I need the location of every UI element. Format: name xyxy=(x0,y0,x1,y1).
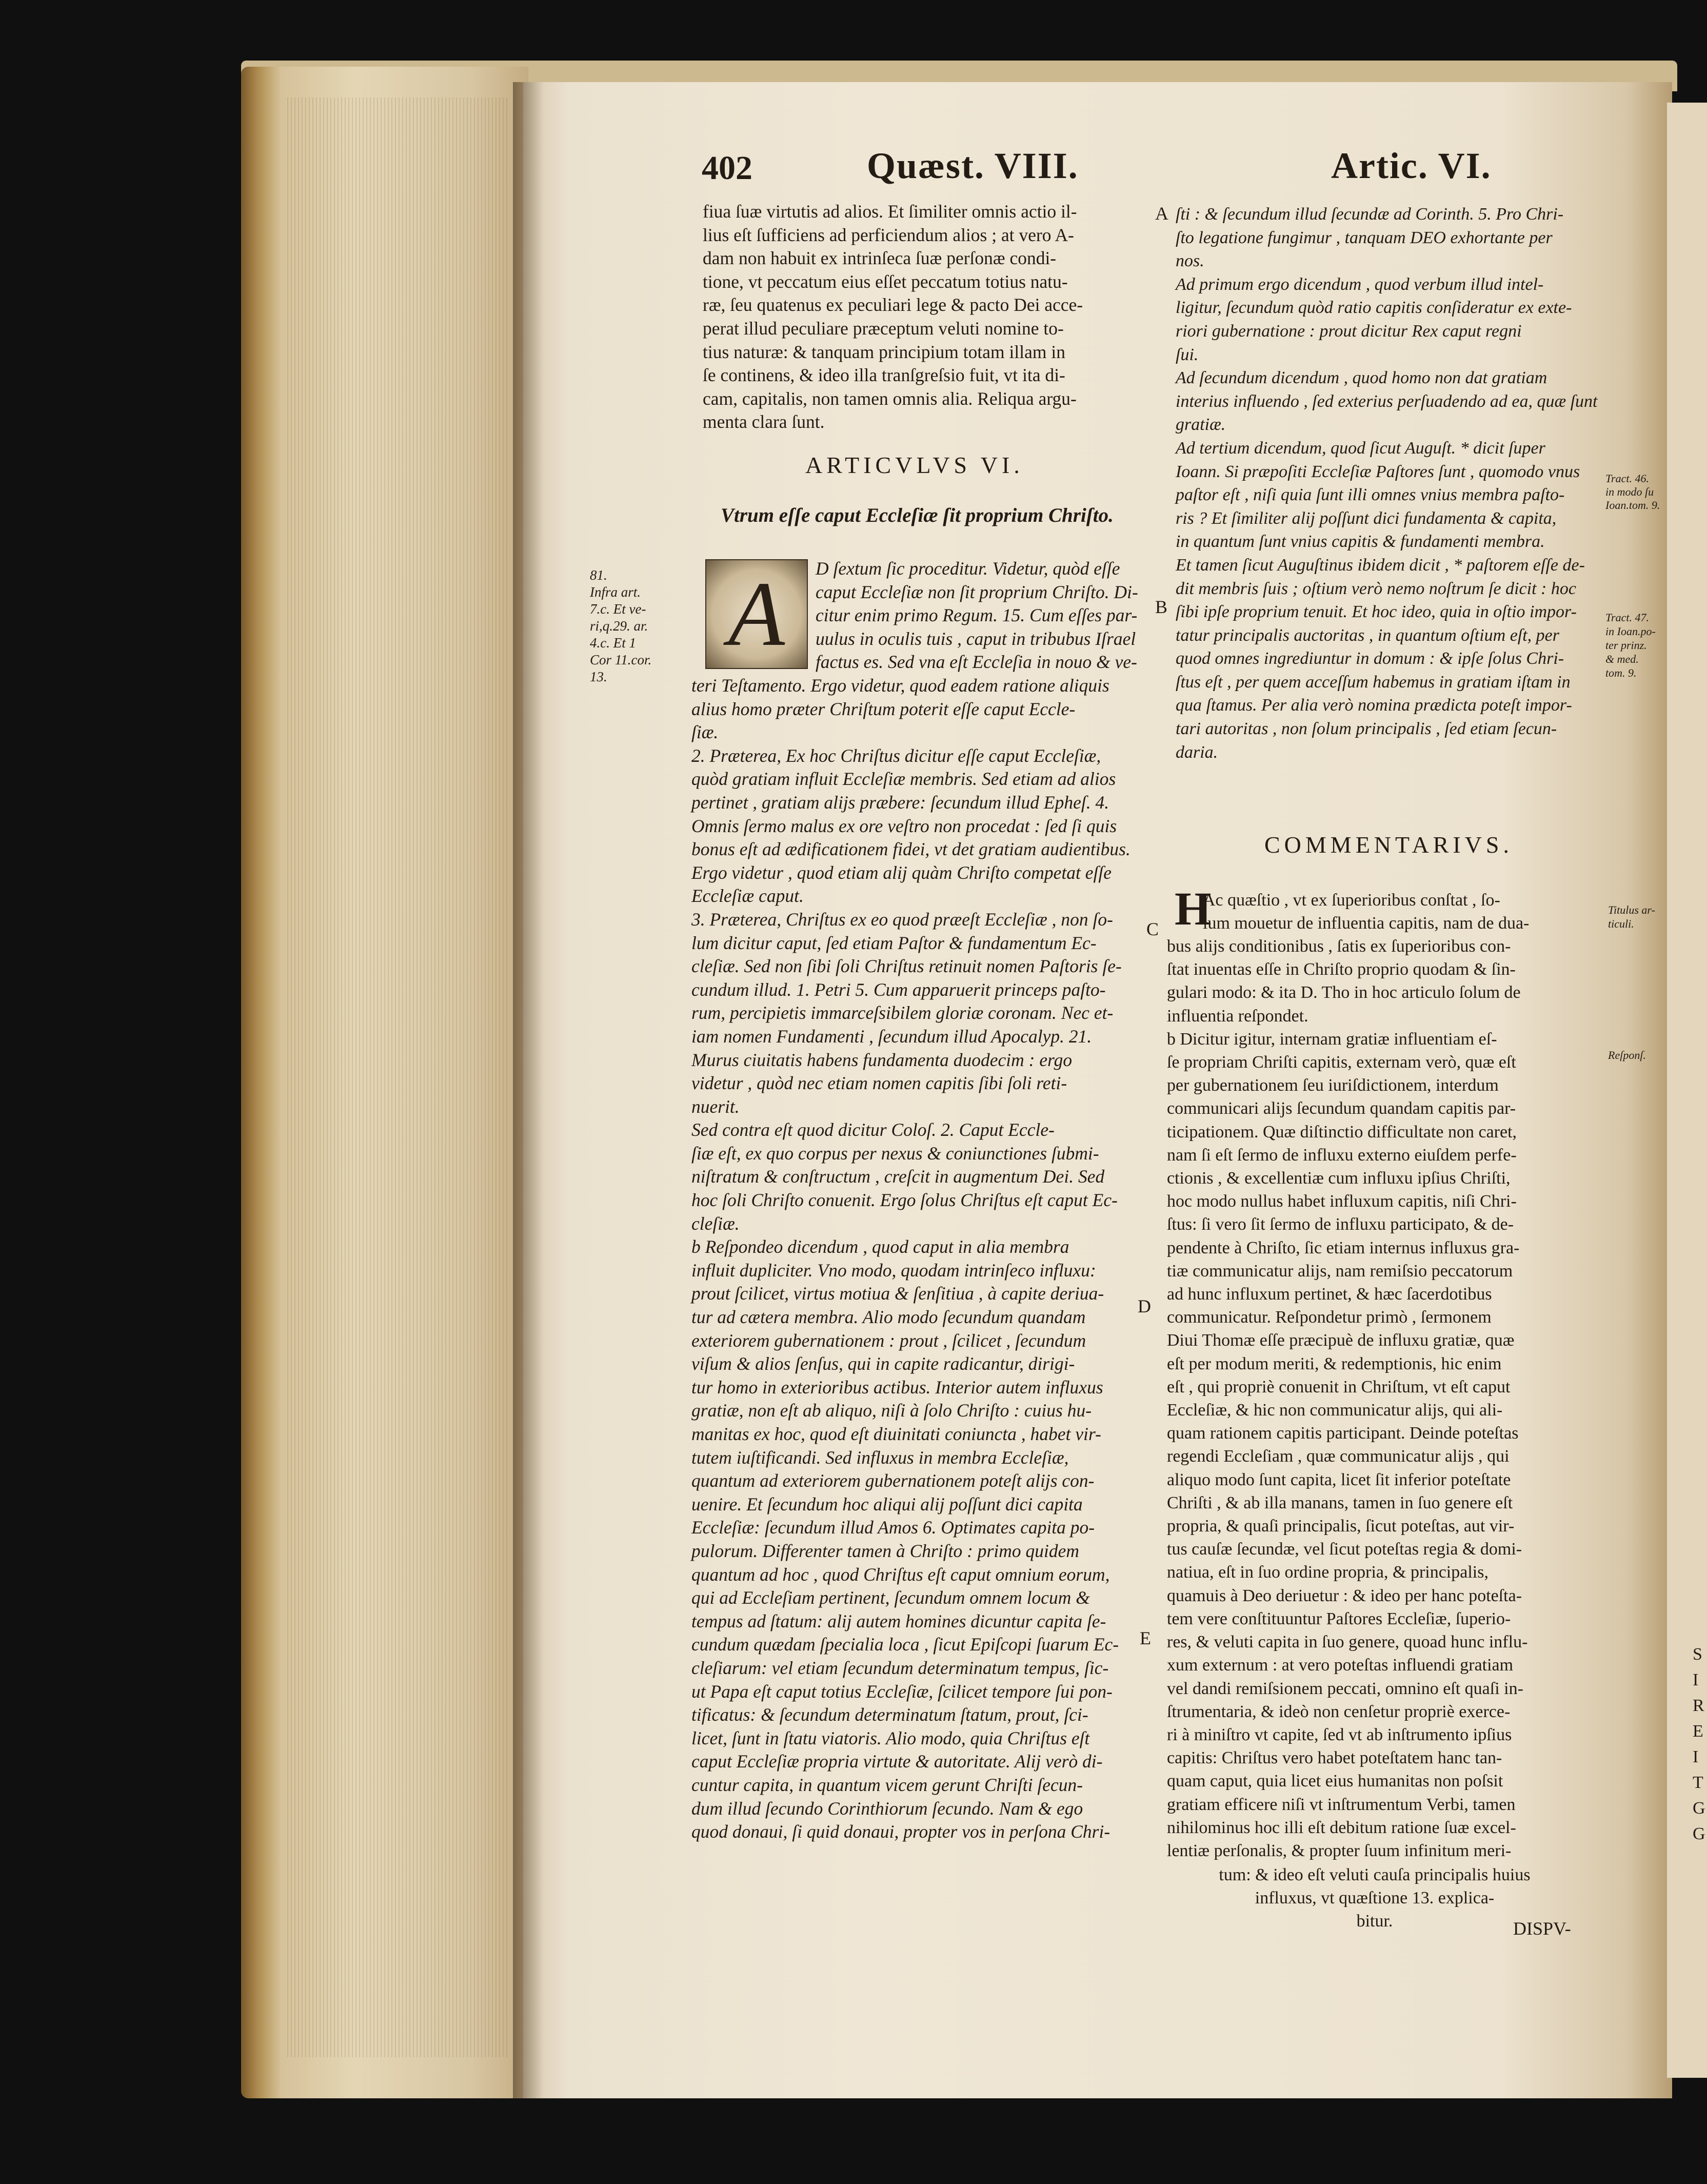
text-line: Chriſti , & ab illa manans, tamen in ſuo genere eſt xyxy=(1167,1493,1513,1512)
text-line: Sed contra eſt quod dicitur Coloſ. 2. Caput Eccle- xyxy=(691,1119,1055,1140)
note-line: Cor 11.cor. xyxy=(590,652,652,667)
left-continuation xyxy=(703,200,1083,434)
running-head-question: Quæst. VIII. xyxy=(867,145,1079,186)
text-line: fiua ſuæ virtutis ad alios. Et ſimiliter omnis actio il- xyxy=(703,201,1077,222)
text-line: nos. xyxy=(1176,251,1204,271)
text-line: ſe propriam Chriſti capitis, externam verò, quæ eſt xyxy=(1167,1053,1516,1072)
page-number: 402 xyxy=(702,149,752,187)
text-line: 2. Præterea, Ex hoc Chriſtus dicitur eſſe caput Eccleſiæ, xyxy=(691,745,1101,766)
text-line: D ſextum ſic proceditur. Videtur, quòd eſſe xyxy=(816,558,1120,579)
text-line: ſe continens, & ideo illa tranſgreſsio fuit, vt ita di- xyxy=(703,365,1065,386)
text-line: ctionis , & excellentiæ cum influxu ipſius Chriſti, xyxy=(1167,1169,1511,1188)
text-line: uenire. Et ſecundum hoc aliqui alij poſſunt dici capita xyxy=(691,1493,1083,1514)
text-line: tur ad cætera membra. Alio modo ſecundum quandam xyxy=(691,1307,1086,1328)
edge-letter: I xyxy=(1693,1670,1699,1689)
commentary-first-lines xyxy=(1203,889,1529,935)
note-line: in modo ſu xyxy=(1605,485,1654,498)
text-line: ſiæ eſt, ex quo corpus per nexus & coniunctiones ſubmi- xyxy=(691,1143,1099,1164)
text-line: influxus, vt quæſtione 13. explica- xyxy=(1255,1888,1495,1907)
text-line: ræ, ſeu quatenus ex peculiari lege & pacto Dei acce- xyxy=(703,294,1083,316)
gutter-shadow xyxy=(513,82,544,2098)
note-line: ri,q.29. ar. xyxy=(590,618,648,634)
note-line: 7.c. Et ve- xyxy=(590,601,646,617)
text-line: Ioann. Si præpoſiti Eccleſiæ Paſtores ſunt , quomodo vnus xyxy=(1176,462,1580,481)
edge-letter: E xyxy=(1693,1722,1703,1741)
running-head-article: Artic. VI. xyxy=(1331,145,1492,186)
text-line: tari autoritas , non ſolum principalis , ſed etiam ſecun- xyxy=(1176,719,1557,739)
text-line: aliquo modo ſunt capita, licet ſit inferior poteſtate xyxy=(1167,1470,1511,1489)
section-letter: D xyxy=(1138,1296,1151,1316)
note-line: 81. xyxy=(590,567,607,583)
text-line: gulari modo: & ita D. Tho in hoc articulo ſolum de xyxy=(1167,983,1521,1002)
text-line: licet, ſunt in ſtatu viatoris. Alio modo, quia Chriſtus eſt xyxy=(691,1727,1090,1748)
edge-letter: S xyxy=(1693,1645,1702,1664)
text-line: manitas ex hoc, quod eſt diuinitati coniuncta , habet vir- xyxy=(691,1424,1101,1444)
text-line: caput Eccleſiæ propria virtute & autoritate. Alij verò di- xyxy=(691,1751,1103,1772)
text-line: ſui. xyxy=(1176,345,1199,364)
commentary-body xyxy=(1167,935,1527,1862)
text-line: nuerit. xyxy=(691,1096,740,1117)
facing-page-letters xyxy=(1693,1642,1705,1847)
text-line: ſtus eſt , per quem acceſſum habemus in gratiam iſtam in xyxy=(1176,672,1571,692)
decorated-initial xyxy=(705,559,808,669)
text-line: hoc modo nullus habet influxum capitis, niſi Chri- xyxy=(1167,1192,1517,1211)
text-line: Et tamen ſicut Auguſtinus ibidem dicit , * paſtorem eſſe de- xyxy=(1176,555,1585,575)
text-line: lius eſt ſufficiens ad perficiendum alios ; at vero A- xyxy=(703,224,1074,245)
text-line: influentia reſpondet. xyxy=(1167,1006,1308,1026)
text-line: citur enim primo Regum. 15. Cum eſſes par- xyxy=(816,605,1138,626)
text-line: alius homo præter Chriſtum poterit eſſe caput Eccle- xyxy=(691,698,1076,719)
note-line: ter prinz. xyxy=(1605,639,1647,652)
text-line: prout ſcilicet, virtus motiua & ſenſitiua , à capite deriua- xyxy=(691,1283,1104,1304)
text-line: rum, percipietis immarceſsibilem gloriæ coronam. Nec et- xyxy=(691,1002,1114,1024)
edge-letter: R xyxy=(1693,1696,1704,1715)
text-line: natiua, eſt in ſuo ordine propria, & principalis, xyxy=(1167,1563,1488,1582)
text-line: bonus eſt ad ædificationem fidei, vt det gratiam audientibus. xyxy=(691,839,1130,860)
text-line: eſt , qui propriè conuenit in Chriſtum, vt eſt caput xyxy=(1167,1377,1511,1396)
note-line: Tract. 47. xyxy=(1605,611,1649,624)
article-heading: ARTICVLVS VI. xyxy=(805,452,1024,478)
section-letter: C xyxy=(1146,919,1159,939)
section-letter: E xyxy=(1140,1628,1151,1648)
text-line: tutem iuſtificandi. Sed influxus in membra Eccleſiæ, xyxy=(691,1447,1069,1468)
left-margin-note xyxy=(590,567,651,685)
text-line: cleſiarum: vel etiam ſecundum determinatum tempus, ſic- xyxy=(691,1657,1109,1678)
right-margin-note xyxy=(1605,611,1656,680)
text-line: Eccleſiæ: ſecundum illud Amos 6. Optimates capita po- xyxy=(691,1517,1095,1538)
text-line: 3. Præterea, Chriſtus ex eo quod præeſt Eccleſiæ , non ſo- xyxy=(691,909,1113,930)
text-line: daria. xyxy=(1176,742,1218,762)
note-line: 13. xyxy=(590,669,607,684)
note-line: Titulus ar- xyxy=(1608,903,1655,916)
article-body xyxy=(691,674,1130,1844)
text-line: gratiæ, non eſt ab aliquo, niſi à ſolo Chriſto : cuius hu- xyxy=(691,1400,1092,1421)
right-margin-note xyxy=(1605,472,1660,512)
article-question: Vtrum eſſe caput Eccleſiæ ſit proprium Chriſto. xyxy=(721,504,1114,526)
text-line: ad hunc influxum pertinet, & hæc ſacerdotibus xyxy=(1167,1285,1492,1304)
text-line: Ac quæſtio , vt ex ſuperioribus conſtat , ſo- xyxy=(1203,891,1500,910)
text-line: b Reſpondeo dicendum , quod caput in alia membra xyxy=(691,1236,1069,1257)
text-line: quantum ad exteriorem gubernationem poteſt alijs con- xyxy=(691,1470,1095,1491)
note-line: 4.c. Et 1 xyxy=(590,635,636,651)
text-line: ligitur, ſecundum quòd ratio capitis conſideratur ex exte- xyxy=(1176,298,1572,318)
text-line: lum mouetur de influentia capitis, nam de dua- xyxy=(1203,914,1530,933)
text-line: cuntur capita, in quantum vicem gerunt Chriſti ſecun- xyxy=(691,1774,1083,1795)
text-line: Ad tertium dicendum, quod ſicut Auguſt. * dicit ſuper xyxy=(1176,438,1545,458)
text-line: gratiæ. xyxy=(1176,415,1226,435)
text-line: quamuis à Deo deriuetur : & ideo per hanc poteſta- xyxy=(1167,1586,1522,1605)
text-line: exteriorem gubernationem : prout , ſcilicet , ſecundum xyxy=(691,1330,1086,1351)
text-line: nam ſi eſt ſermo de influxu externo eiuſdem perfe- xyxy=(1167,1145,1517,1165)
commentary-initial: H xyxy=(1175,882,1212,935)
text-line: pendente à Chriſto, ſic etiam internus influxus gra- xyxy=(1167,1238,1520,1257)
text-line: ſtat inuentas eſſe in Chriſto proprio quodam & ſin- xyxy=(1167,960,1516,979)
section-letter: B xyxy=(1155,597,1168,617)
text-line: res, & veluti capita in ſuo genere, quoad hunc influ- xyxy=(1167,1632,1528,1652)
text-line: in quantum ſunt vnius capitis & fundamenti membra. xyxy=(1176,532,1545,552)
text-line: dum illud ſecundo Corinthiorum ſecundo. Nam & ego xyxy=(691,1798,1083,1819)
text-line: bitur. xyxy=(1356,1912,1393,1931)
note-line: Infra art. xyxy=(590,584,641,600)
text-line: quòd gratiam influit Eccleſiæ membris. Sed etiam ad alios xyxy=(691,769,1116,790)
text-line: quod omnes ingrediuntur in domum : & ipſe ſolus Chri- xyxy=(1176,649,1564,668)
text-line: tem vere conſtituuntur Paſtores Eccleſiæ, ſuperio- xyxy=(1167,1609,1511,1628)
text-line: dit membris ſuis ; oſtium verò nemo noſtrum ſe dicit : hoc xyxy=(1176,579,1576,598)
text-line: tur homo in exterioribus actibus. Interior autem influxus xyxy=(691,1376,1103,1398)
note-line: ticuli. xyxy=(1608,917,1634,930)
article-opening xyxy=(816,557,1138,674)
note-line: Tract. 46. xyxy=(1605,472,1649,485)
note-line: Reſponſ. xyxy=(1608,1049,1646,1061)
initial-letter: A xyxy=(728,563,785,665)
text-line: ſtrumentaria, & ideò non cenſetur propriè exerce- xyxy=(1167,1702,1511,1721)
text-line: bus alijs conditionibus , ſatis ex ſuperioribus con- xyxy=(1167,937,1511,956)
text-line: lentiæ perſonalis, & propter ſuum infinitum meri- xyxy=(1167,1841,1512,1860)
page-stack-texture xyxy=(287,97,508,2057)
text-line: quam rationem capitis participant. Deinde poteſtas xyxy=(1167,1424,1519,1443)
text-line: lum dicitur caput, ſed etiam Paſtor & fundamentum Ec- xyxy=(691,932,1097,953)
text-line: tificatus: & ſecundum determinatum ſtatum, prout, ſci- xyxy=(691,1704,1088,1725)
text-line: paſtor eſt , niſi quia ſunt illi omnes vnius membra paſto- xyxy=(1176,485,1565,505)
text-line: perat illud peculiare præceptum veluti nomine to- xyxy=(703,318,1064,339)
text-line: cleſiæ. xyxy=(691,1213,740,1234)
text-line: cundum quædam ſpecialia loca , ſicut Epiſcopi ſuarum Ec- xyxy=(691,1634,1119,1655)
note-line: Ioan.tom. 9. xyxy=(1605,499,1660,511)
text-line: tione, vt peccatum eius eſſet peccatum totius natu- xyxy=(703,271,1068,292)
text-line: ut Papa eſt caput totius Eccleſiæ, ſcilicet tempore ſui pon- xyxy=(691,1681,1113,1702)
text-line: iam nomen Fundamenti , ſecundum illud Apocalyp. 21. xyxy=(691,1026,1092,1047)
text-line: factus es. Sed vna eſt Eccleſia in nouo & ve- xyxy=(816,652,1137,673)
text-line: communicatur. Reſpondetur primò , ſermonem xyxy=(1167,1308,1492,1327)
text-line: cundum illud. 1. Petri 5. Cum apparuerit princeps paſto- xyxy=(691,979,1106,1000)
text-line: riori gubernatione : prout dicitur Rex caput regni xyxy=(1176,321,1522,341)
text-line: tus cauſæ ſecundæ, vel ſicut poteſtas regia & domi- xyxy=(1167,1540,1522,1559)
note-line: tom. 9. xyxy=(1605,666,1637,679)
text-line: hoc ſoli Chriſto conuenit. Ergo ſolus Chriſtus eſt caput Ec- xyxy=(691,1190,1118,1211)
text-line: Ad ſecundum dicendum , quod homo non dat gratiam xyxy=(1176,368,1547,388)
section-letter: A xyxy=(1155,203,1168,224)
text-line: uulus in oculis tuis , caput in tribubus Iſrael xyxy=(816,628,1136,649)
text-line: propria, & quaſi principalis, ſicut poteſtas, aut vir- xyxy=(1167,1517,1515,1536)
text-line: gratiam efficere niſi vt inſtrumentum Verbi, tamen xyxy=(1167,1795,1516,1814)
text-line: nihilominus hoc illi eſt debitum ratione ſuæ excel- xyxy=(1167,1818,1516,1837)
text-line: eſt per modum meriti, & redemptionis, hic enim xyxy=(1167,1354,1502,1373)
edge-letter: T xyxy=(1693,1773,1703,1792)
text-line: teri Teſtamento. Ergo videtur, quod eadem ratione aliquis xyxy=(691,675,1109,696)
text-line: qui ad Eccleſiam pertinent, ſecundum omnem locum & xyxy=(691,1587,1090,1608)
text-line: tum: & ideo eſt veluti cauſa principalis huius xyxy=(1219,1865,1531,1884)
text-line: ris ? Et ſimiliter alij poſſunt dici fundamenta & capita, xyxy=(1176,508,1557,528)
text-line: cam, capitalis, non tamen omnis alia. Reliqua argu- xyxy=(703,388,1077,409)
text-line: menta clara ſunt. xyxy=(703,411,825,432)
edge-letter: I xyxy=(1693,1747,1699,1766)
text-line: Eccleſiæ, & hic non communicatur alijs, qui ali- xyxy=(1167,1401,1503,1420)
catchword: DISPV- xyxy=(1513,1918,1571,1939)
commentary-heading: COMMENTARIVS. xyxy=(1264,832,1513,858)
text-line: per gubernationem ſeu iuriſdictionem, interdum xyxy=(1167,1076,1499,1095)
text-line: communicari alijs ſecundum quandam capitis par- xyxy=(1167,1099,1516,1118)
text-line: ſiæ. xyxy=(691,722,719,743)
text-line: ſti : & ſecundum illud ſecundæ ad Corinth. 5. Pro Chri- xyxy=(1176,205,1564,224)
text-line: quod donaui, ſi quid donaui, propter vos in perſona Chri- xyxy=(691,1821,1110,1842)
text-line: b Dicitur igitur, internam gratiæ influentiam eſ- xyxy=(1167,1029,1497,1049)
text-line: xum externum : at vero poteſtas influendi gratiam xyxy=(1167,1656,1514,1675)
text-line: Omnis ſermo malus ex ore veſtro non procedat : ſed ſi quis xyxy=(691,815,1117,836)
text-line: qua ſtamus. Per alia verò nomina prædicta poteſt impor- xyxy=(1176,696,1572,715)
text-line: tempus ad ſtatum: alij autem homines dicuntur capita ſe- xyxy=(691,1610,1106,1631)
right-margin-note xyxy=(1608,1047,1646,1064)
text-line: vel dandi remiſsionem peccati, omnino eſt quaſi in- xyxy=(1167,1679,1523,1698)
edge-letter: G xyxy=(1693,1824,1705,1843)
note-line: in Ioan.po- xyxy=(1605,625,1656,638)
note-line: & med. xyxy=(1605,653,1639,665)
text-line: cleſiæ. Sed non ſibi ſoli Chriſtus retinuit nomen Paſtoris ſe- xyxy=(691,956,1122,977)
text-line: Eccleſiæ caput. xyxy=(691,886,804,907)
text-line: quam caput, quia licet eius humanitas non poſsit xyxy=(1167,1772,1503,1791)
right-top-text xyxy=(1176,203,1598,764)
text-line: ticipationem. Quæ diſtinctio difficultate non caret, xyxy=(1167,1122,1517,1142)
text-line: ſtus: ſi vero ſit ſermo de influxu participato, & de- xyxy=(1167,1215,1514,1234)
text-line: dam non habuit ex intrinſeca ſuæ perſonæ condi- xyxy=(703,248,1057,269)
text-line: Diui Thomæ eſſe præcipuè de influxu gratiæ, quæ xyxy=(1167,1331,1515,1350)
text-line: capitis: Chriſtus vero habet poteſtatem hanc tan- xyxy=(1167,1748,1502,1768)
text-line: caput Eccleſiæ non ſit proprium Chriſto. Di- xyxy=(816,581,1138,602)
text-line: quantum ad hoc , quod Chriſtus eſt caput omnium eorum, xyxy=(691,1564,1110,1585)
text-line: niſtratum & conſtructum , creſcit in augmentum Dei. Sed xyxy=(691,1166,1105,1187)
text-line: tius naturæ: & tanquam principium totam illam in xyxy=(703,341,1065,362)
text-line: pertinet , gratiam alijs præbere: ſecundum illud Epheſ. 4. xyxy=(691,792,1109,813)
text-line: influit dupliciter. Vno modo, quodam intrinſeco influxu: xyxy=(691,1260,1096,1281)
text-line: ſibi ipſe proprium tenuit. Et hoc ideo, quia in oſtio impor- xyxy=(1176,602,1577,622)
text-line: Murus ciuitatis habens fundamenta duodecim : ergo xyxy=(691,1049,1073,1070)
text-line: viſum & alios ſenſus, qui in capite radicantur, dirigi- xyxy=(691,1353,1075,1374)
text-line: pulorum. Differenter tamen à Chriſto : primo quidem xyxy=(691,1540,1079,1561)
text-line: regendi Eccleſiam , quæ communicatur alijs , qui xyxy=(1167,1447,1510,1466)
right-margin-note xyxy=(1608,903,1655,931)
text-line: ſto legatione fungimur , tanquam DEO exhortante per xyxy=(1176,228,1553,247)
edge-letter: G xyxy=(1693,1799,1705,1818)
text-line: Ad primum ergo dicendum , quod verbum illud intel- xyxy=(1176,274,1544,294)
text-line: Ergo videtur , quod etiam alij quàm Chriſto competat eſſe xyxy=(691,862,1112,883)
text-line: interius influendo , ſed exterius perſuadendo ad ea, quæ ſunt xyxy=(1176,391,1598,411)
text-line: tiæ communicatur alijs, nam remiſsio peccatorum xyxy=(1167,1261,1513,1281)
text-line: videtur , quòd nec etiam nomen capitis ſibi ſoli reti- xyxy=(691,1073,1067,1094)
text-line: ri à miniſtro vt capite, ſed vt ab inſtrumento ipſius xyxy=(1167,1725,1512,1744)
text-line: tatur principalis auctoritas , in quantum oſtium eſt, per xyxy=(1176,625,1559,645)
